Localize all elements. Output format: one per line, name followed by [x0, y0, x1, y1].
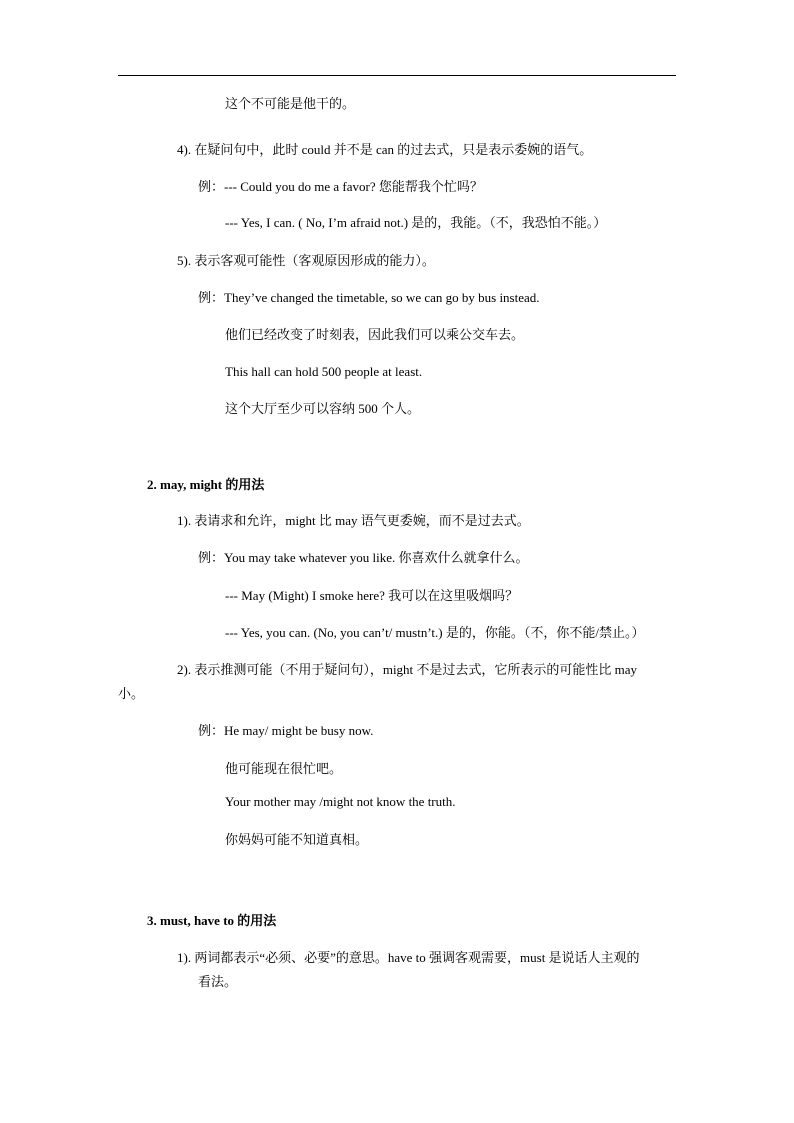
example-line: This hall can hold 500 people at least. [225, 364, 423, 379]
list-item: 1). 表请求和允许，might 比 may 语气更委婉，而不是过去式。 [177, 513, 530, 528]
example-line: 他们已经改变了时刻表，因此我们可以乘公交车去。 [225, 327, 525, 342]
example-line: --- Yes, you can. (No, you can’t/ mustn’t.) 是的，你能。（不，你不能/禁止。） [225, 625, 645, 640]
list-item: 4). 在疑问句中，此时 could 并不是 can 的过去式，只是表示委婉的语气。 [177, 142, 593, 157]
example-line: 例：You may take whatever you like. 你喜欢什么就拿什么。 [198, 550, 529, 565]
list-item: 1). 两词都表示“必须、必要”的意思。have to 强调客观需要，must 是说话人主观的 [177, 950, 640, 965]
example-line: 例：--- Could you do me a favor? 您能帮我个忙吗？ [198, 179, 483, 194]
section-heading: 3. must, have to 的用法 [147, 913, 277, 928]
section-heading: 2. may, might 的用法 [147, 477, 265, 492]
header-rule [118, 75, 676, 76]
list-item: 2). 表示推测可能（不用于疑问句），might 不是过去式，它所表示的可能性比 may [177, 662, 638, 677]
text-line: 看法。 [198, 974, 238, 989]
example-line: --- May (Might) I smoke here? 我可以在这里吸烟吗？ [225, 588, 519, 603]
example-line: 你妈妈可能不知道真相。 [225, 832, 369, 847]
example-line: Your mother may /might not know the truth. [225, 794, 456, 809]
example-line: 例：He may/ might be busy now. [198, 723, 374, 738]
text-line: 小。 [118, 686, 145, 701]
example-line: --- Yes, I can. ( No, I’m afraid not.) 是的，我能。（不，我恐怕不能。） [225, 215, 607, 230]
list-item: 5). 表示客观可能性（客观原因形成的能力）。 [177, 253, 435, 268]
text-line: 这个不可能是他干的。 [225, 96, 356, 111]
example-line: 这个大厅至少可以容纳 500 个人。 [225, 401, 421, 416]
example-line: 例：They’ve changed the timetable, so we can go by bus instead. [198, 290, 540, 305]
example-line: 他可能现在很忙吧。 [225, 761, 343, 776]
